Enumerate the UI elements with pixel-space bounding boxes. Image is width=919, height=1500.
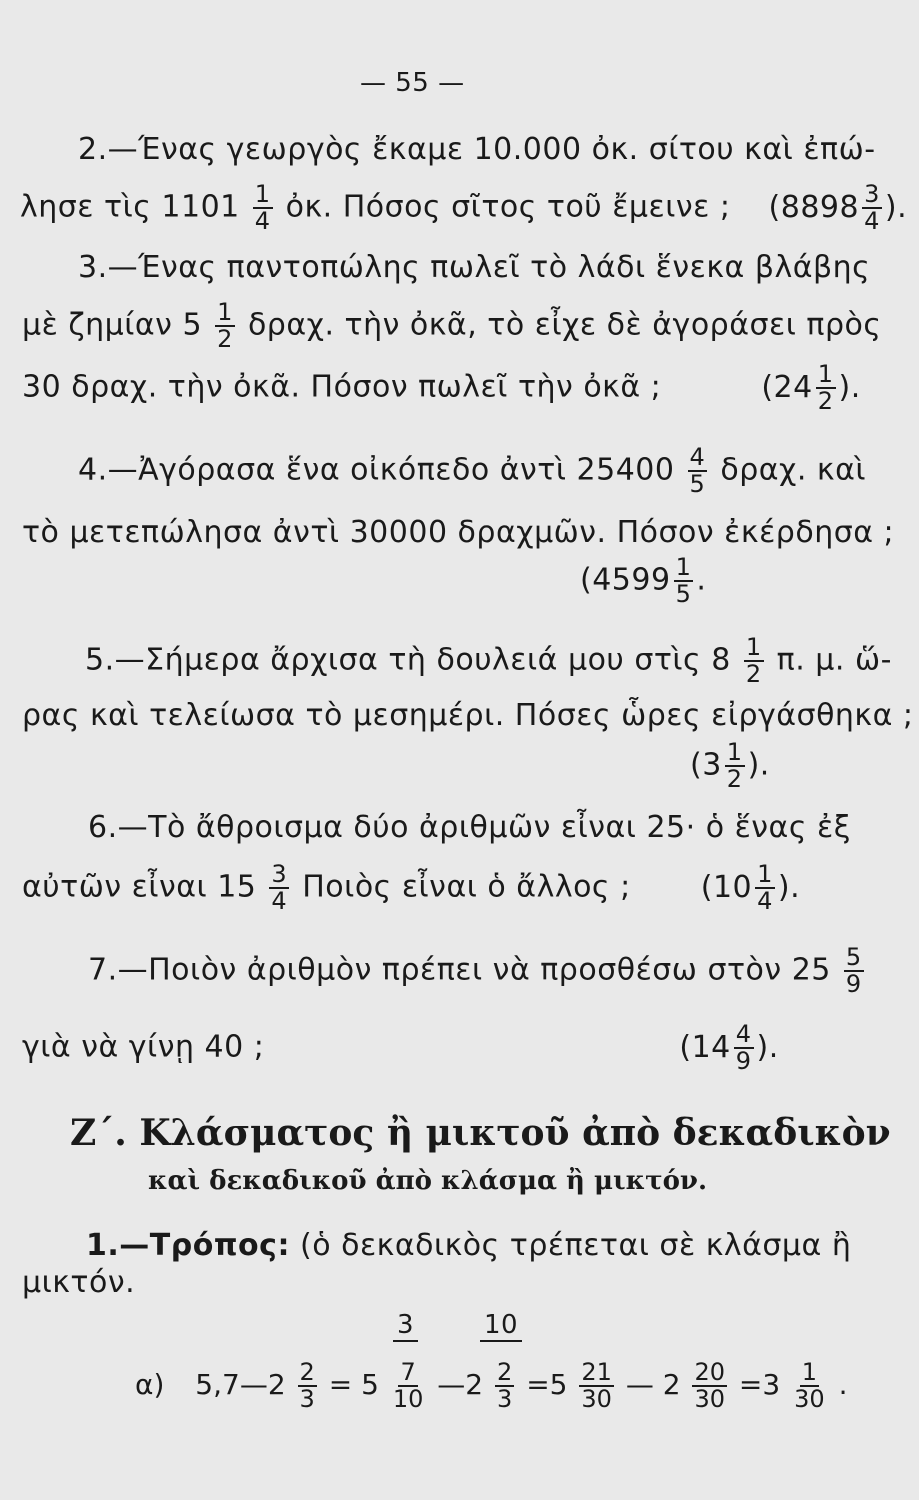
fraction-denominator: 4: [254, 207, 271, 236]
over-numerator: 3: [393, 1310, 418, 1342]
fraction-numerator: 1: [801, 1358, 818, 1386]
problem-6-answer: [700, 860, 801, 916]
fraction-numerator: 20: [694, 1358, 726, 1386]
equation-term: =3: [738, 1368, 781, 1402]
fraction-denominator: 2: [817, 387, 834, 416]
fraction-numerator: 3: [864, 180, 880, 208]
problem-7-answer: [679, 1020, 779, 1076]
equation-term: —2: [437, 1368, 484, 1402]
fraction-denominator: 5: [675, 580, 692, 609]
section-title-line-2: καὶ δεκαδικοῦ ἀπὸ κλάσμα ἢ μικτόν.: [148, 1166, 708, 1196]
fraction: [391, 1360, 426, 1412]
problem-5-answer: [690, 740, 770, 792]
fraction-numerator: 2: [299, 1358, 315, 1386]
fraction-numerator: 7: [400, 1358, 416, 1386]
equation-a: [135, 1360, 847, 1412]
fraction-denominator: 2: [726, 765, 743, 794]
problem-2-text-a: λησε τὶς 1101: [20, 189, 240, 225]
fraction: [816, 362, 836, 414]
fraction-denominator: 4: [864, 207, 880, 236]
answer-close: ).: [756, 1029, 779, 1065]
problem-2-line-2: [20, 182, 907, 234]
over-numerator: 10: [480, 1310, 522, 1342]
fraction: [269, 862, 289, 914]
fraction: [215, 300, 235, 352]
fraction-numerator: 3: [271, 860, 288, 888]
fraction-numerator: 4: [735, 1020, 752, 1048]
problem-5-text-a: 5.—Σήμερα ἄρχισα τὴ δουλειά μου στὶς 8: [85, 642, 731, 678]
fraction: [734, 1022, 754, 1074]
fraction-numerator: 1: [254, 180, 271, 208]
fraction-denominator: 30: [694, 1385, 726, 1414]
fraction-denominator: 4: [271, 887, 288, 916]
fraction: [755, 862, 775, 914]
fraction: [792, 1360, 827, 1412]
fraction: [744, 635, 764, 687]
problem-2-text-b: ὀκ. Πόσος σῖτος τοῦ ἔμεινε ;: [285, 189, 731, 225]
fraction: [495, 1360, 514, 1412]
problem-6-text-b: Ποιὸς εἶναι ὁ ἄλλος ;: [302, 869, 631, 905]
fraction-denominator: 9: [735, 1047, 752, 1076]
fraction-numerator: 1: [745, 633, 762, 661]
fraction: [253, 182, 273, 234]
equation-over-10: [480, 1310, 522, 1340]
fraction: [692, 1360, 727, 1412]
method-label: 1.—Τρόπος:: [86, 1228, 290, 1263]
answer-whole: (4599: [580, 562, 671, 598]
problem-5-text-b: π. μ. ὥ-: [776, 642, 892, 678]
answer-close: .: [696, 562, 707, 598]
answer-whole: (10: [700, 869, 753, 905]
page-number: — 55 —: [360, 68, 465, 98]
fraction: [725, 740, 745, 792]
method-text: (ὁ δεκαδικὸς τρέπεται σὲ κλάσμα ἢ: [300, 1228, 852, 1263]
problem-2-answer: [768, 180, 908, 236]
equation-term: =5: [526, 1368, 568, 1402]
equation-term: .: [838, 1368, 848, 1402]
method-line-1: [86, 1228, 851, 1263]
fraction-denominator: 30: [581, 1385, 612, 1414]
method-line-2: μικτόν.: [22, 1265, 136, 1300]
answer-whole: (3: [690, 747, 722, 783]
problem-6-text-a: αὐτῶν εἶναι 15: [22, 869, 257, 905]
fraction-denominator: 3: [497, 1385, 513, 1414]
answer-close: ).: [884, 189, 908, 225]
fraction-denominator: 4: [757, 887, 773, 916]
problem-6-line-1: 6.—Τὸ ἄθροισμα δύο ἀριθμῶν εἶναι 25· ὁ ἕνας ἐξ: [88, 810, 851, 845]
problem-7-line-1: [88, 945, 867, 997]
fraction-denominator: 3: [299, 1385, 315, 1414]
problem-2-line-1: 2.—Ένας γεωργὸς ἔκαμε 10.000 ὀκ. σίτου καὶ ἐπώ-: [78, 132, 876, 167]
fraction: [674, 555, 694, 607]
problem-7-text-a: 7.—Ποιὸν ἀριθμὸν πρέπει νὰ προσθέσω στὸν 25: [88, 952, 831, 988]
problem-4-text-b: δραχ. καὶ: [720, 452, 867, 488]
problem-4-answer: [580, 555, 706, 607]
fraction-numerator: 2: [497, 1358, 513, 1386]
answer-whole: (24: [761, 369, 813, 405]
fraction-denominator: 10: [392, 1385, 424, 1414]
fraction-denominator: 2: [745, 660, 762, 689]
fraction-numerator: 1: [675, 553, 692, 581]
problem-6-line-2: [22, 862, 800, 914]
answer-whole: (14: [679, 1029, 731, 1065]
problem-7-text-b: γιὰ νὰ γίνῃ 40 ;: [22, 1029, 265, 1065]
problem-3-answer: [761, 360, 861, 416]
answer-close: ).: [838, 369, 861, 405]
equation-over-3: [393, 1310, 418, 1340]
problem-3-line-2: [22, 300, 881, 352]
problem-4-line-1: [78, 445, 866, 497]
problem-3-text-c: 30 δραχ. τὴν ὀκᾶ. Πόσον πωλεῖ τὴν ὀκᾶ ;: [22, 369, 662, 405]
fraction-numerator: 1: [217, 298, 233, 326]
equation-term: = 5: [328, 1368, 379, 1402]
answer-close: ).: [747, 747, 770, 783]
equation-label: α): [135, 1368, 165, 1402]
fraction-denominator: 30: [794, 1385, 825, 1414]
fraction: [688, 445, 708, 497]
answer-close: ).: [777, 869, 801, 905]
section-title-line-1: Ζ΄. Κλάσματος ἢ μικτοῦ ἀπὸ δεκαδικὸν: [70, 1112, 891, 1154]
answer-whole: (8898: [768, 189, 860, 225]
problem-3-text-b: δραχ. τὴν ὀκᾶ, τὸ εἶχε δὲ ἀγοράσει πρὸς: [247, 307, 882, 343]
problem-4-text-a: 4.—Ἀγόρασα ἕνα οἰκόπεδο ἀντὶ 25400: [78, 452, 675, 488]
fraction-denominator: 2: [217, 325, 233, 354]
fraction: [298, 1360, 317, 1412]
fraction-denominator: 5: [689, 470, 706, 499]
problem-5-line-2: ρας καὶ τελείωσα τὸ μεσημέρι. Πόσες ὧρες εἰργάσθηκα ;: [22, 698, 914, 733]
fraction-numerator: 21: [581, 1358, 612, 1386]
equation-term: — 2: [625, 1368, 681, 1402]
fraction-numerator: 1: [757, 860, 773, 888]
problem-3-line-1: 3.—Ένας παντοπώλης πωλεῖ τὸ λάδι ἕνεκα βλάβης: [78, 250, 871, 285]
fraction-numerator: 4: [689, 443, 706, 471]
problem-3-line-3: [22, 362, 861, 414]
fraction: [862, 182, 882, 234]
problem-4-line-2: τὸ μετεπώλησα ἀντὶ 30000 δραχμῶν. Πόσον ἐκέρδησα ;: [22, 515, 895, 550]
fraction: [844, 945, 864, 997]
equation-term: 5,7—2: [195, 1368, 286, 1402]
fraction-numerator: 1: [817, 360, 834, 388]
fraction-numerator: 1: [726, 738, 743, 766]
problem-3-text-a: μὲ ζημίαν 5: [22, 307, 203, 343]
fraction: [579, 1360, 614, 1412]
fraction-denominator: 9: [845, 970, 862, 999]
fraction-numerator: 5: [845, 943, 862, 971]
problem-5-line-1: [85, 635, 892, 687]
problem-7-line-2: [22, 1022, 779, 1074]
